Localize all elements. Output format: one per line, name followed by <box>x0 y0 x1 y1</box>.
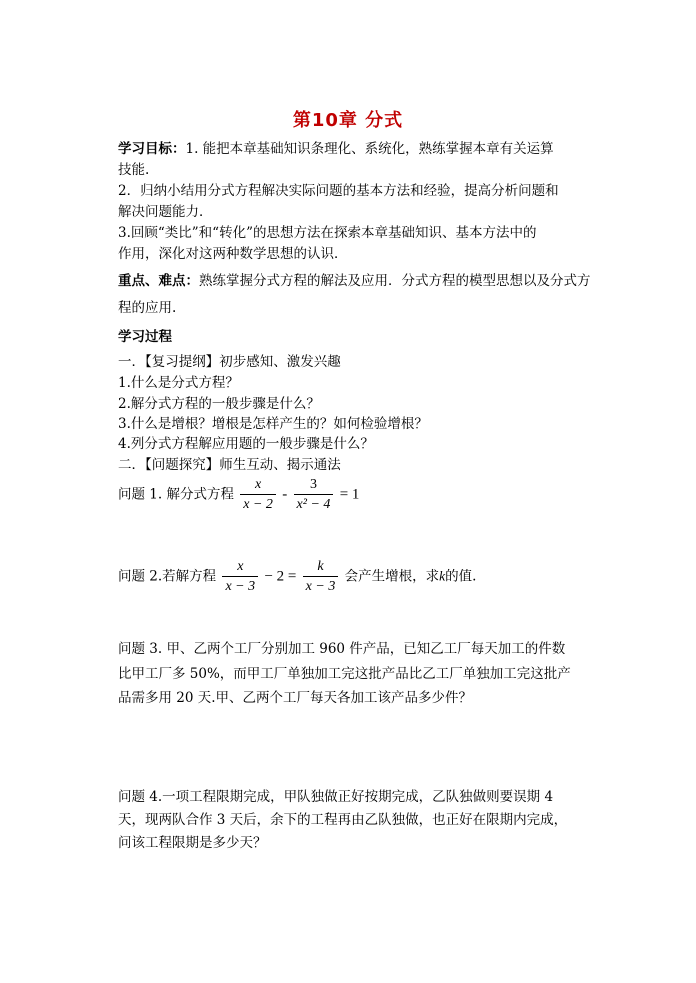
problem-2-prefix: 问题 2.若解方程 <box>118 568 217 585</box>
problem-2-fraction-2 <box>303 558 339 595</box>
keypoints-text-1: 熟练掌握分式方程的解法及应用．分式方程的模型思想以及分式方 <box>199 273 591 289</box>
problem-1-prefix: 问题 1. 解分式方程 <box>118 486 234 503</box>
keypoints-label: 重点、难点： <box>118 273 199 289</box>
fraction-denominator: x² − 4 <box>294 494 334 513</box>
objectives-line-3: 2．归纳小结用分式方程解决实际问题的基本方法和经验，提高分析问题和 <box>118 183 559 199</box>
problem-2-fraction-1 <box>222 558 258 595</box>
review-question-1: 1.什么是分式方程？ <box>118 375 239 391</box>
problem-4-line-1: 问题 4.一项工程限期完成，甲队独做正好按期完成，乙队独做则要误期 4 <box>118 789 554 805</box>
problem-2-end: 的值. <box>445 568 477 585</box>
equation-middle: − 2 = <box>264 568 297 585</box>
review-question-4: 4.列分式方程解应用题的一般步骤是什么？ <box>118 436 374 452</box>
problem-4-line-3: 问该工程限期是多少天？ <box>118 835 267 851</box>
fraction-denominator: x − 2 <box>240 494 276 513</box>
problem-3-line-2: 比甲工厂多 50%，而甲工厂单独加工完这批产品比乙工厂单独加工完这批产 <box>118 666 571 682</box>
equation-rhs: = 1 <box>339 486 360 503</box>
keypoints-line-2: 程的应用. <box>118 300 177 316</box>
minus-sign: - <box>282 486 288 503</box>
fraction-numerator: x <box>237 559 244 574</box>
problem-1 <box>118 474 359 515</box>
objectives-line-4: 解决问题能力． <box>118 204 213 220</box>
keypoints-line-1 <box>118 272 591 290</box>
problem-2-suffix: 会产生增根，求 <box>344 568 440 585</box>
objectives-line-5: 3.回顾“类比”和“转化”的思想方法在探索本章基础知识、基本方法中的 <box>118 225 537 241</box>
review-question-3: 3.什么是增根？增根是怎样产生的？如何检验增根？ <box>118 416 428 432</box>
chapter-title: 第10章 分式 <box>292 110 404 131</box>
problem-3-line-1: 问题 3. 甲、乙两个工厂分别加工 960 件产品，已知乙工厂每天加工的件数 <box>118 641 566 657</box>
review-question-2: 2.解分式方程的一般步骤是什么？ <box>118 396 320 412</box>
section-explore: 二．【问题探究】师生互动、揭示通法 <box>118 457 341 473</box>
fraction-denominator: x − 3 <box>303 576 339 595</box>
problem-2-variable: k <box>439 568 446 584</box>
fraction-numerator: 3 <box>309 477 317 492</box>
problem-2 <box>118 556 476 597</box>
objectives-text-1: 1. 能把本章基础知识条理化、系统化，熟练掌握本章有关运算 <box>185 141 554 157</box>
problem-3-line-3: 品需多用 20 天.甲、乙两个工厂每天各加工该产品多少件？ <box>118 690 473 706</box>
fraction-numerator: x <box>254 477 262 492</box>
problem-1-fraction-1 <box>240 476 276 513</box>
problem-4-line-2: 天，现两队合作 3 天后，余下的工程再由乙队独做，也正好在限期内完成， <box>118 812 568 828</box>
problem-1-fraction-2 <box>294 476 334 513</box>
section-review: 一．【复习提纲】初步感知、激发兴趣 <box>118 354 341 370</box>
fraction-numerator: k <box>317 559 324 574</box>
objectives-line-1 <box>118 140 554 158</box>
objectives-line-6: 作用，深化对这两种数学思想的认识． <box>118 246 348 262</box>
fraction-denominator: x − 3 <box>222 576 258 595</box>
objectives-label: 学习目标： <box>118 141 186 157</box>
objectives-line-2: 技能. <box>118 162 150 178</box>
process-heading: 学习过程 <box>118 329 172 345</box>
